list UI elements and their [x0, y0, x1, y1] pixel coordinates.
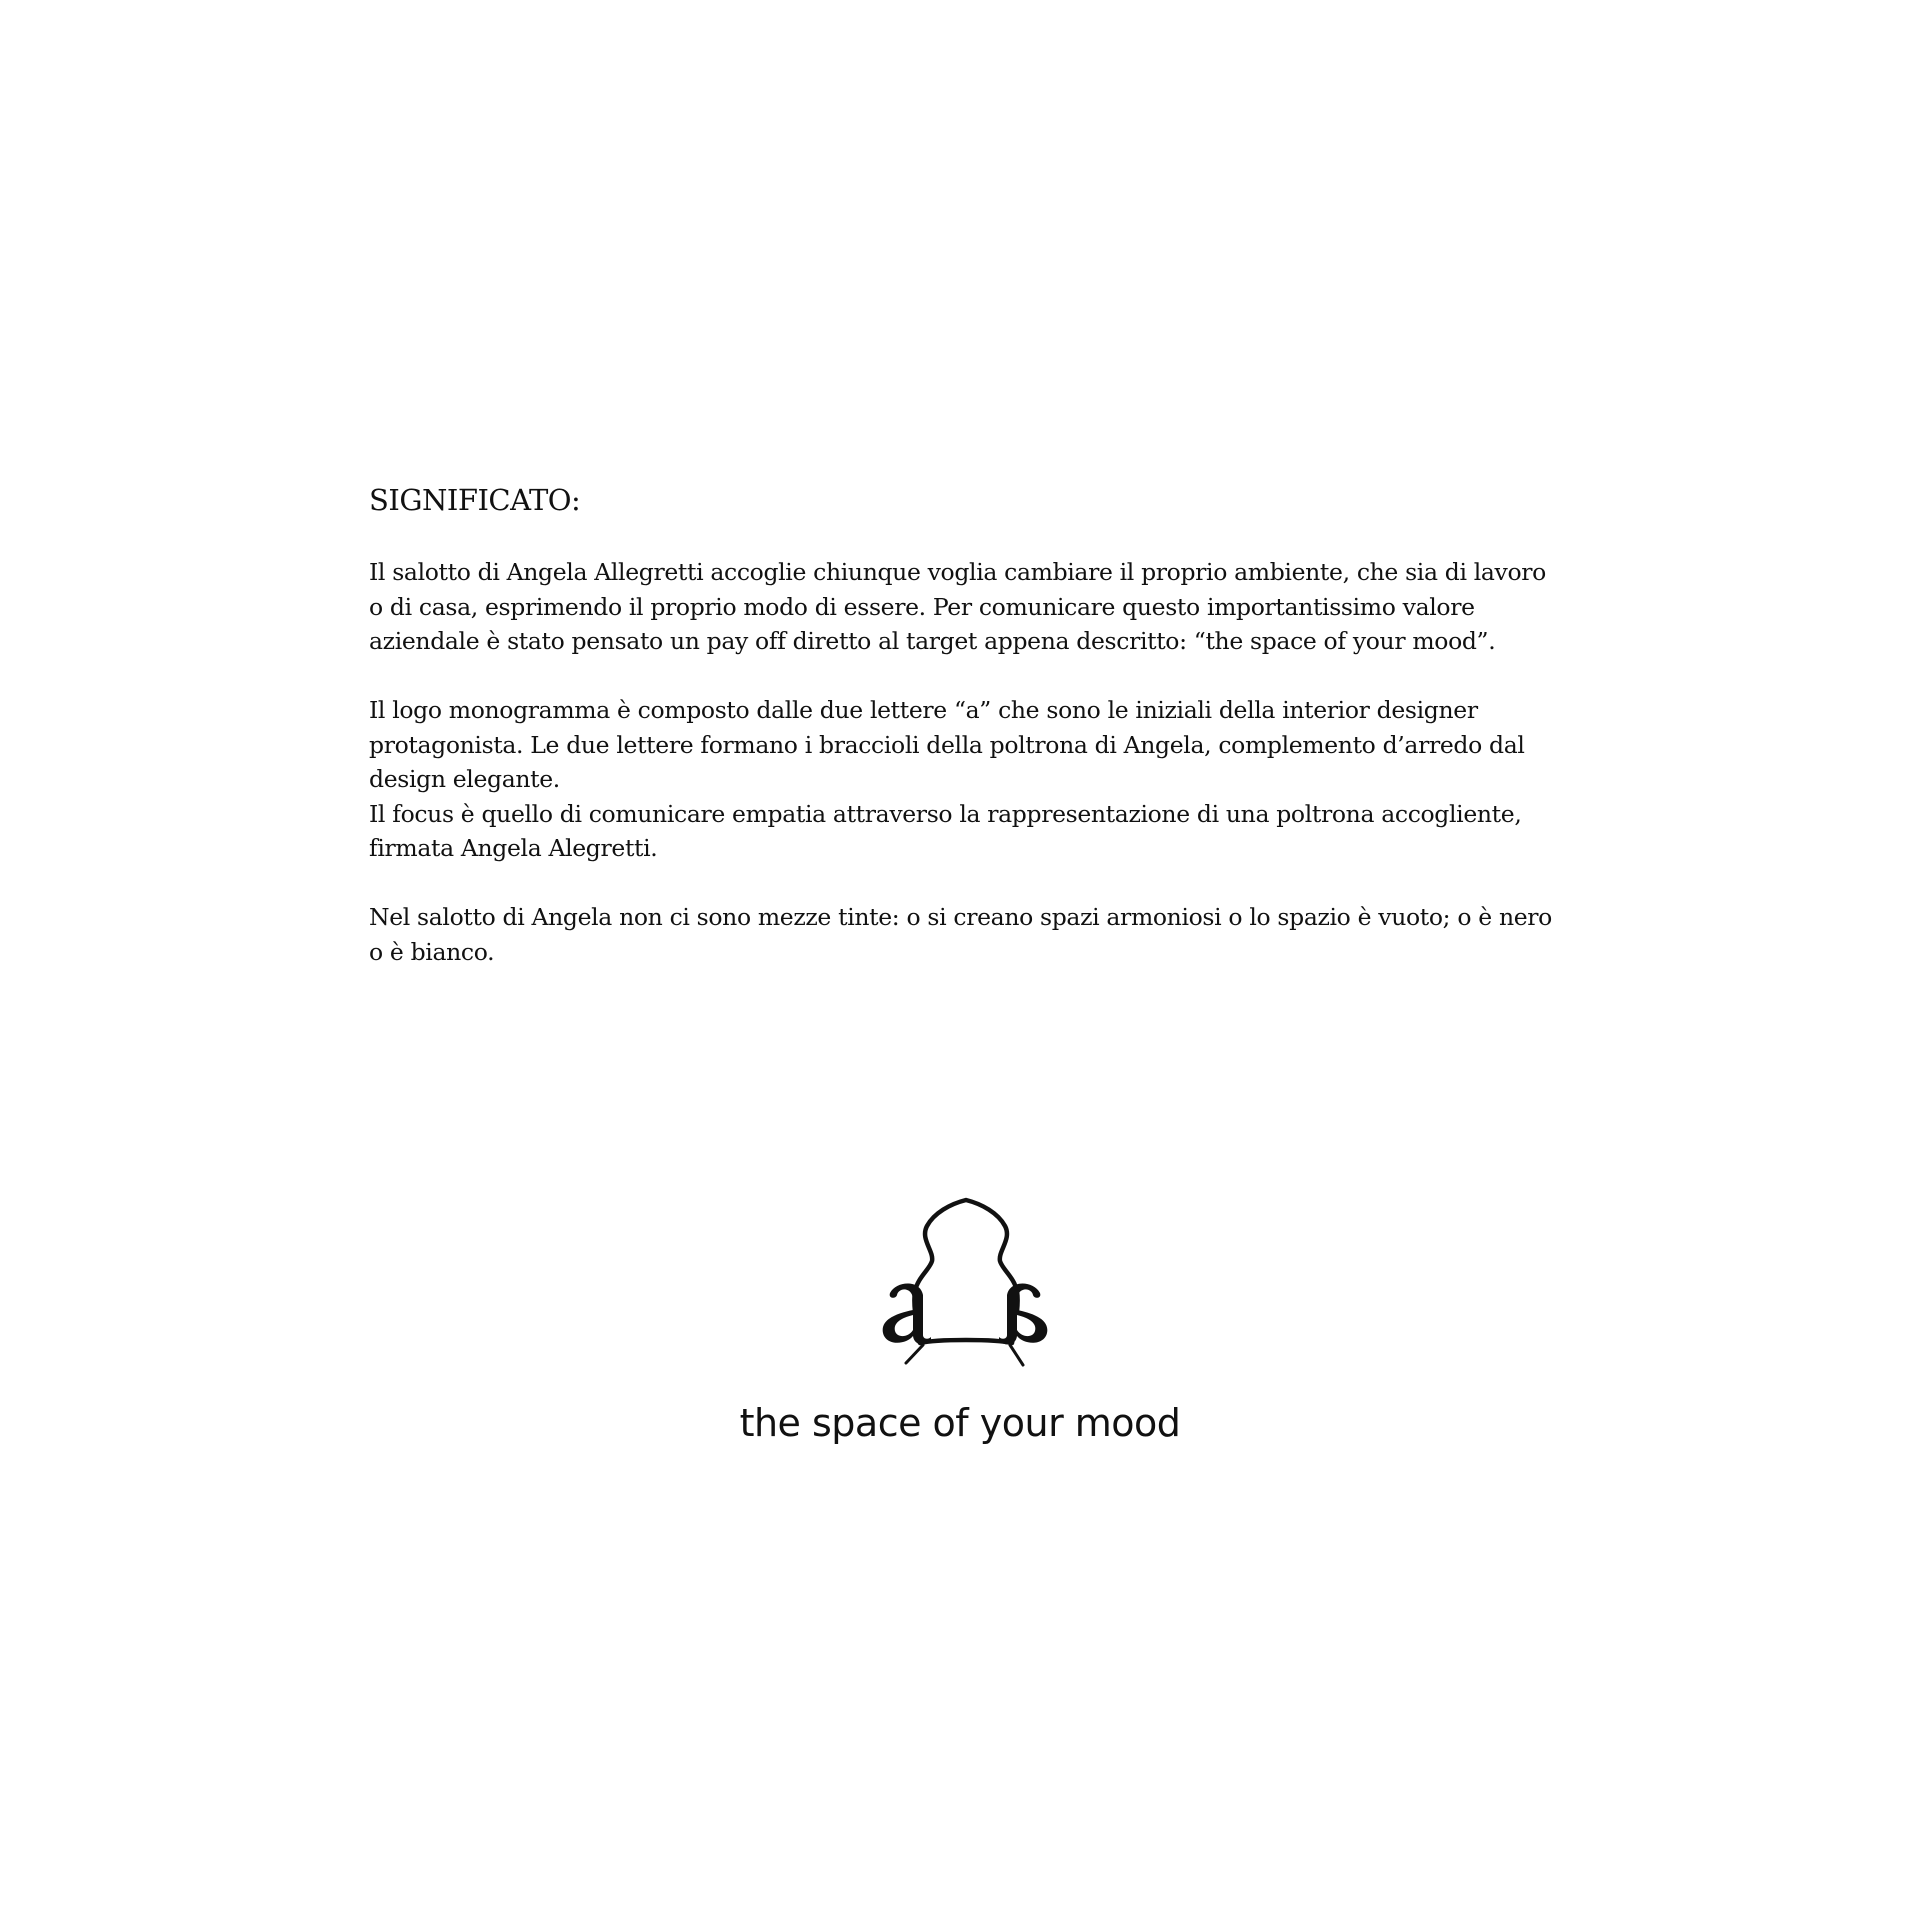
paragraph-line: Il logo monogramma è composto dalle due lettere “a” che sono le iniziali della interior designer	[369, 696, 1478, 724]
paragraph-line: Il salotto di Angela Allegretti accoglie chiunque voglia cambiare il proprio ambiente, che sia di lavoro	[369, 558, 1546, 586]
paragraph-line: design elegante.	[369, 765, 560, 793]
logo-tagline: the space of your mood	[739, 1401, 1181, 1445]
paragraph-line: o di casa, esprimendo il proprio modo di essere. Per comunicare questo importantissimo valore	[369, 592, 1475, 621]
paragraph-line: protagonista. Le due lettere formano i braccioli della poltrona di Angela, complemento d’arredo dal	[369, 730, 1525, 759]
paragraph-line: Il focus è quello di comunicare empatia attraverso la rappresentazione di una poltrona accogliente,	[369, 799, 1522, 828]
text-block	[369, 480, 1569, 1004]
armchair-back-outline	[914, 1200, 1017, 1343]
left-leg	[906, 1345, 923, 1363]
paragraph-3	[369, 900, 1569, 969]
paragraph-line: o è bianco.	[369, 937, 495, 966]
paragraph-line: aziendale è stato pensato un pay off diretto al target appena descritto: “the space of your mood”.	[369, 627, 1496, 655]
left-a-letter	[883, 1284, 931, 1345]
paragraph-line: Nel salotto di Angela non ci sono mezze tinte: o si creano spazi armoniosi o lo spazio è vuoto; o è nero	[369, 903, 1552, 931]
right-leg	[1010, 1345, 1023, 1365]
right-a-letter	[999, 1284, 1047, 1345]
heading: SIGNIFICATO:	[369, 483, 581, 517]
armchair-monogram-icon	[850, 1195, 1080, 1395]
paragraph-line: firmata Angela Alegretti.	[369, 834, 658, 862]
paragraph-2	[369, 693, 1569, 866]
paragraph-1	[369, 555, 1569, 659]
